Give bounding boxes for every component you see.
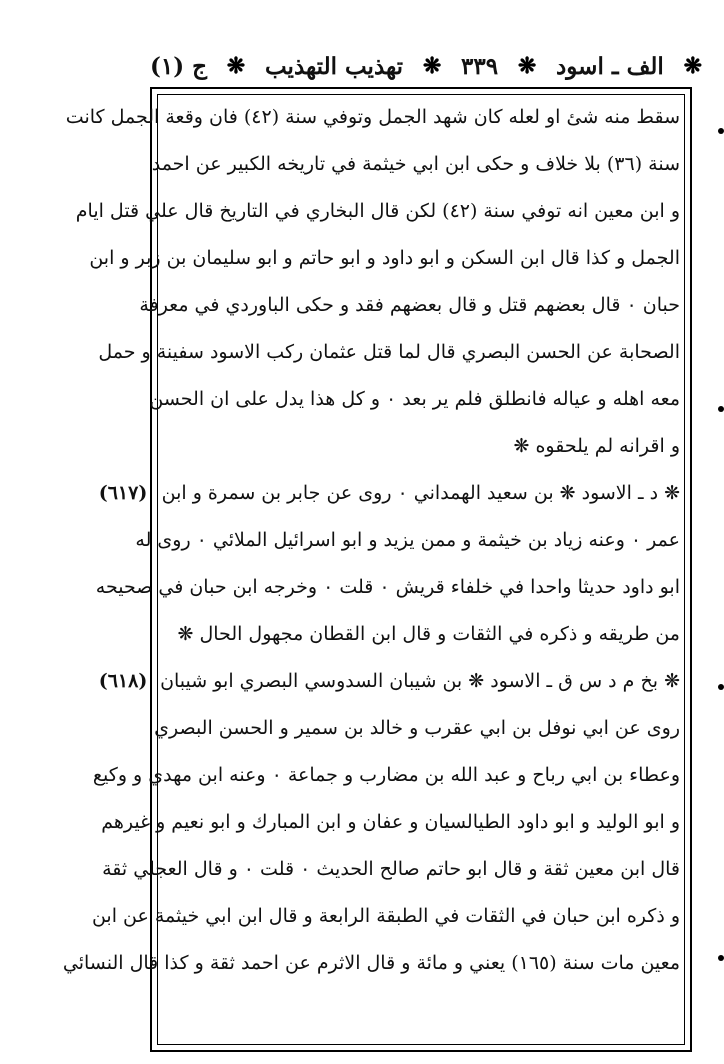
ornament-icon: ❋ (226, 53, 246, 79)
volume-number: ج (١) (150, 52, 207, 80)
text-line: الصحابة عن الحسن البصري قال لما قتل عثمان ركب الاسود سفينة و حمل (98, 341, 680, 363)
text-line: وعطاء بن ابي رباح و عبد الله بن مضارب و جماعة ٠ وعنه ابن مهدي و وكيع (92, 764, 680, 786)
book-title: تهذيب التهذيب (264, 52, 404, 80)
entry-heading: ❋ بخ م د س ق ـ الاسود ❋ بن شيبان السدوسي البصري ابو شيبان (160, 670, 680, 692)
text-line: ابو داود حديثا واحدا في خلفاء قريش ٠ قلت ٠ وخرجه ابن حبان في صحيحه (95, 576, 680, 598)
text-line: معين مات سنة (١٦٥) يعني و مائة و قال الاثرم عن احمد ثقة و كذا قال النسائي (62, 952, 680, 974)
ornament-icon: ❋ (422, 53, 442, 79)
text-line: روى عن ابي نوفل بن ابي عقرب و خالد بن سمير و الحسن البصري (154, 717, 680, 739)
entry-heading: ❋ د ـ الاسود ❋ بن سعيد الهمداني ٠ روى عن جابر بن سمرة و ابن (161, 482, 680, 504)
text-line: و ابن معين انه توفي سنة (٤٢) لكن قال البخاري في التاريخ قال علي قتل ايام (75, 200, 680, 222)
ornament-icon: ❋ (517, 53, 537, 79)
margin-dot (718, 955, 724, 961)
margin-dot (718, 128, 724, 134)
text-line: و ذكره ابن حبان في الثقات في الطبقة الرابعة و قال ابن ابي خيثمة عن ابن (91, 905, 680, 927)
margin-dot (718, 406, 724, 412)
text-line: و اقرانه لم يلحقوه ❋ (513, 435, 680, 457)
entry-number: (٦١٧) (98, 482, 148, 504)
section-title: الف ـ اسود (556, 52, 664, 80)
text-line: الجمل و كذا قال ابن السكن و ابو داود و ابو حاتم و ابو سليمان بن زبر و ابن (89, 247, 680, 269)
margin-dot (718, 684, 724, 690)
text-line: حبان ٠ قال بعضهم قتل و قال بعضهم فقد و حكى الباوردي في معرفة (139, 294, 680, 316)
text-line: سنة (٣٦) بلا خلاف و حكى ابن ابي خيثمة في تاريخه الكبير عن احمد (151, 153, 680, 175)
ornament-icon: ❋ (683, 53, 702, 79)
entry-number: (٦١٨) (98, 670, 148, 692)
page-header (150, 40, 702, 92)
text-line: قال ابن معين ثقة و قال ابو حاتم صالح الحديث ٠ قلت ٠ و قال العجلي ثقة (102, 858, 680, 880)
text-line: معه اهله و عياله فانطلق فلم ير بعد ٠ و كل هذا يدل على ان الحسن (149, 388, 680, 410)
text-line: من طريقه و ذكره في الثقات و قال ابن القطان مجهول الحال ❋ (177, 623, 680, 645)
page-number: ٣٣٩ (461, 52, 499, 80)
text-line: و ابو الوليد و ابو داود الطيالسيان و عفان و ابن المبارك و ابو نعيم و غيرهم (101, 811, 680, 833)
text-line: عمر ٠ وعنه زياد بن خيثمة و ممن يزيد و ابو اسرائيل الملائي ٠ روى له (135, 529, 680, 551)
text-line: سقط منه شئ او لعله كان شهد الجمل وتوفي سنة (٤٢) فان وقعة الجمل كانت (65, 106, 680, 128)
